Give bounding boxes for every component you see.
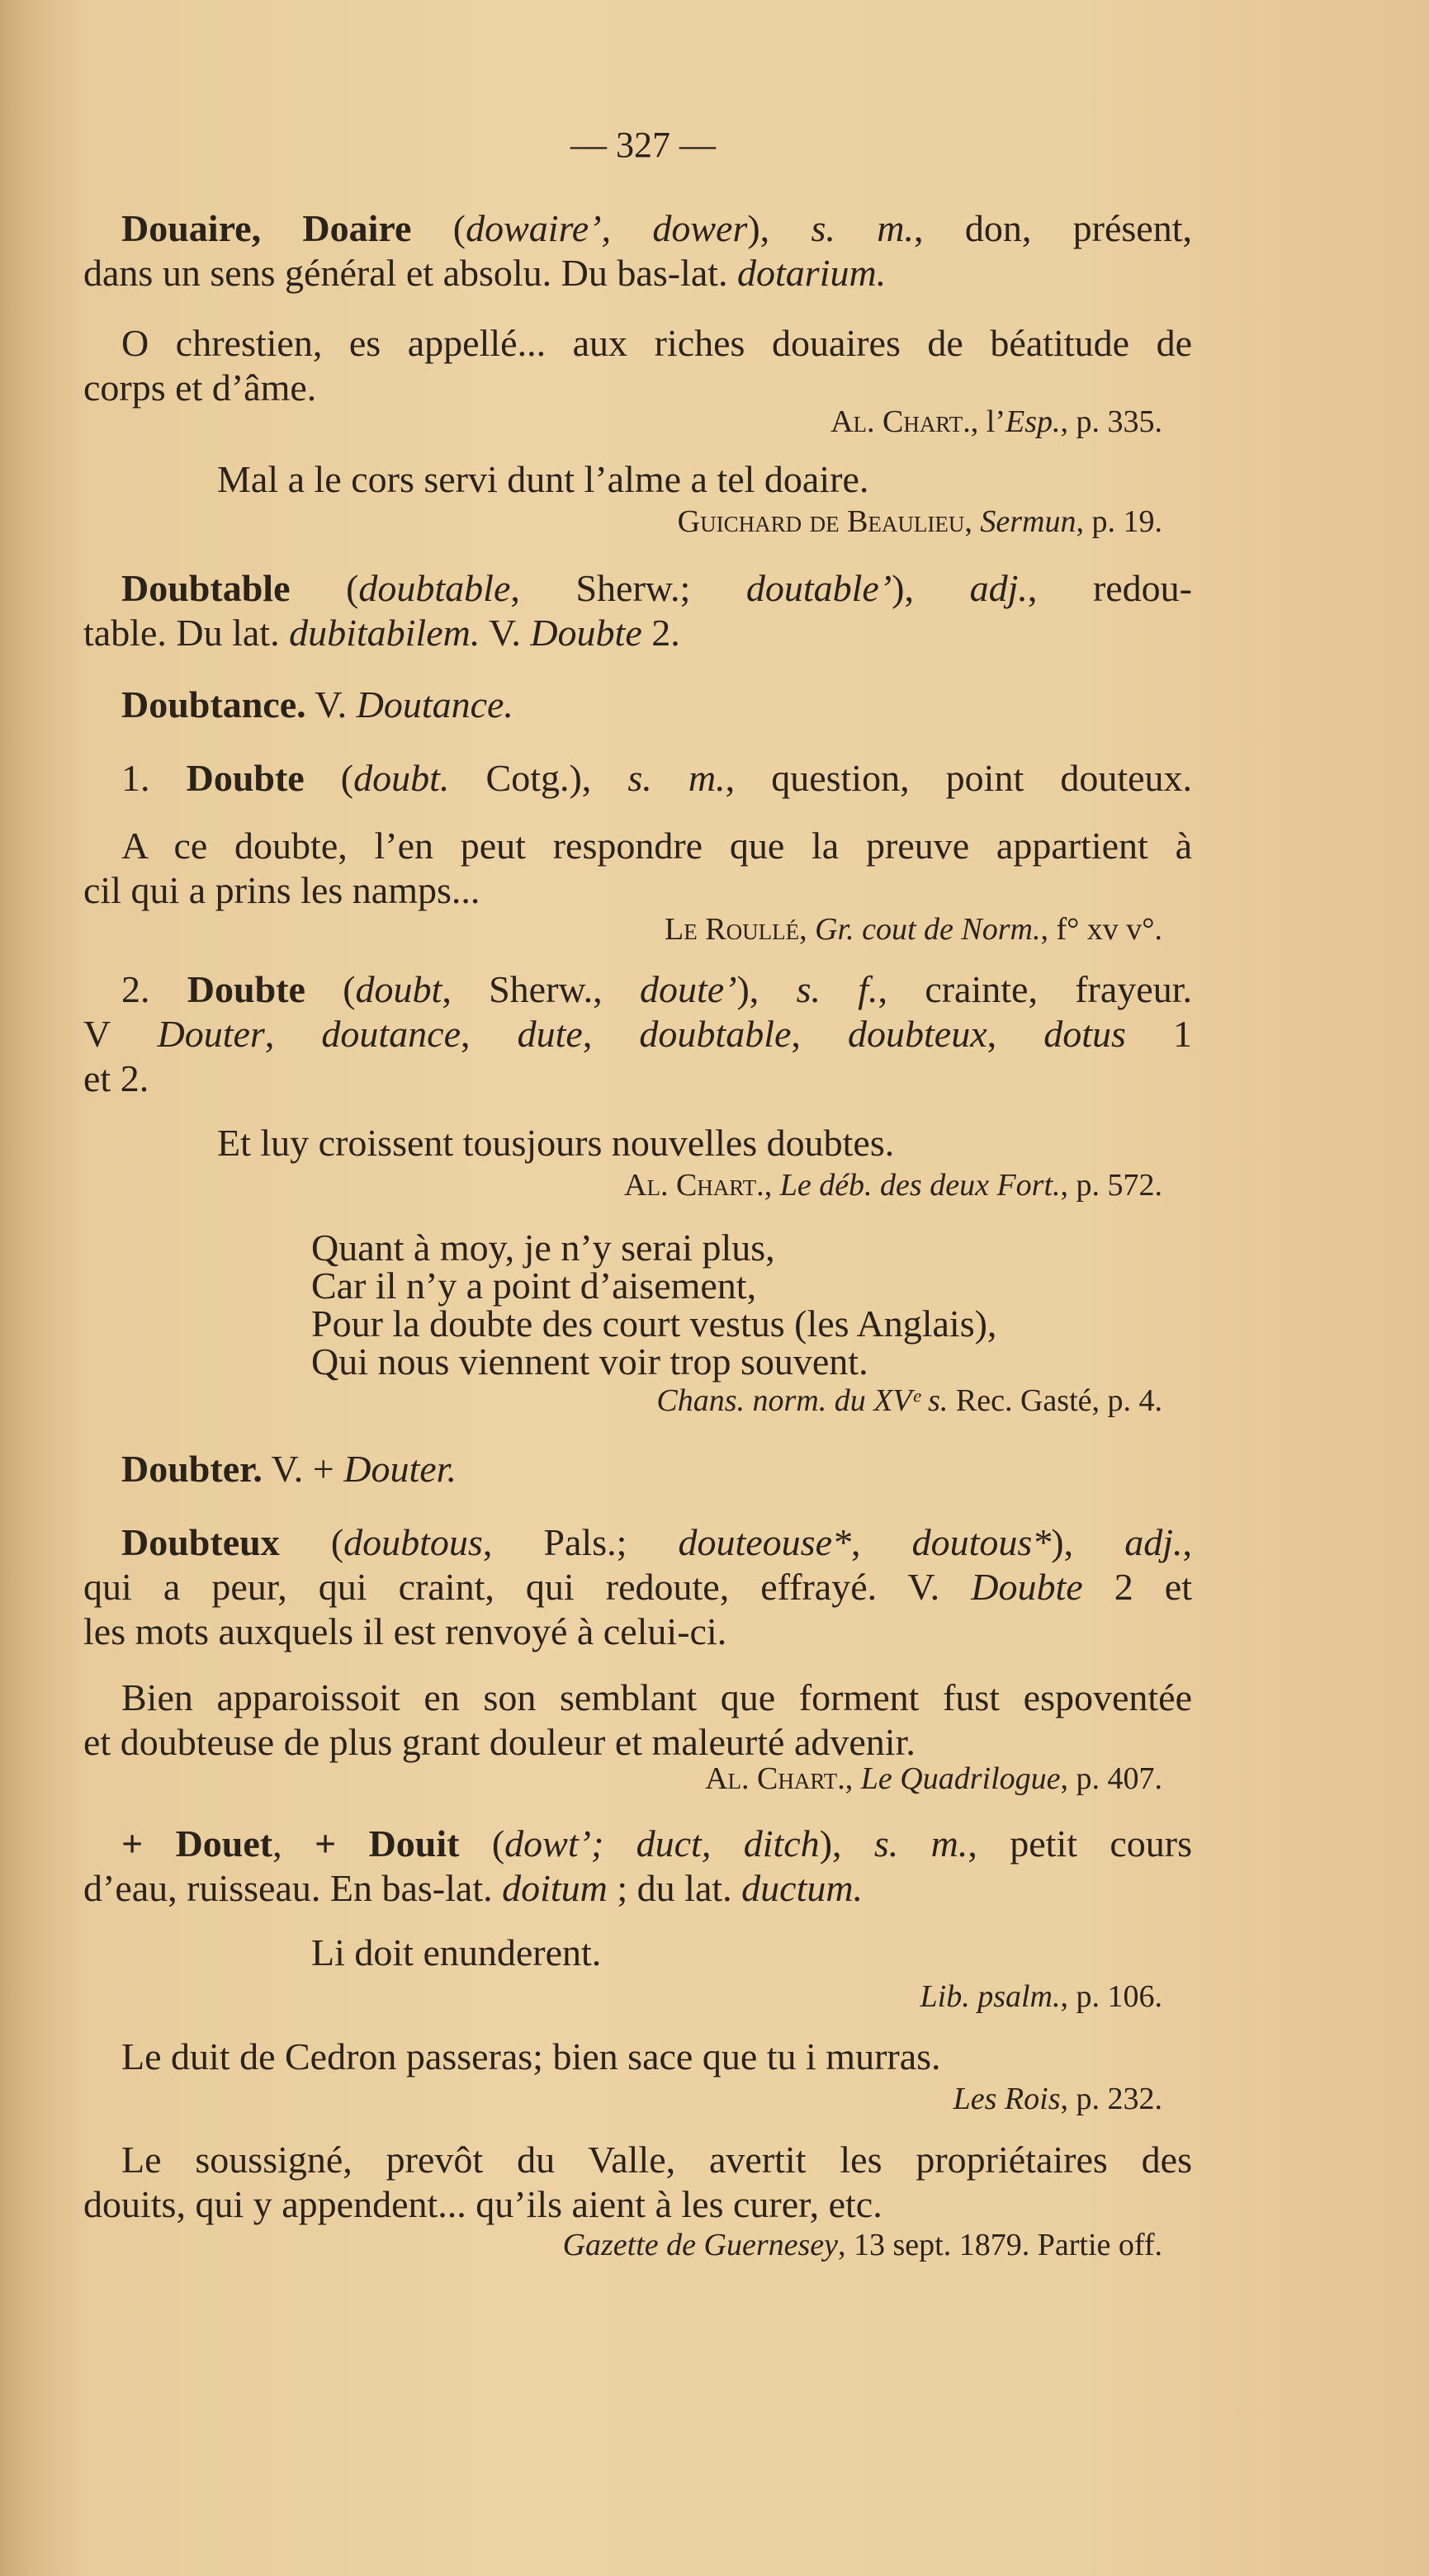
italic-text: Douter. [343,1448,457,1490]
text-segment: , [272,1822,315,1865]
text-line [83,827,1192,872]
italic-text: dute [517,1013,583,1055]
text-line [311,1264,1137,1307]
text-segment: ( [305,968,356,1010]
text-segment: et 2. [83,1057,149,1099]
text-segment: d’eau, ruisseau. En bas-lat. [83,1867,503,1909]
text-segment: qui a peur, qui craint, qui redoute, effrayé. V. [83,1566,972,1608]
text-segment: , p. 335. [1060,404,1162,439]
page-number: — 327 — [570,125,716,165]
text-line [83,1378,1162,1423]
text-segment: V [83,1013,158,1055]
text-segment: Car il n’y a point d’aisement, [311,1264,757,1307]
italic-text: adj. [1124,1521,1183,1563]
text-segment: , [582,1013,640,1055]
text-line [83,2223,1162,2267]
italic-text: doutable’ [745,567,892,609]
entry-douaire [83,206,1192,295]
text-segment: Le soussigné, prevôt du Valle, avertit les propriétaires des [121,2139,1192,2181]
italic-text: Le déb. des deux Fort. [779,1168,1061,1203]
text-segment: ), [736,968,797,1010]
author-name: Al. Chart. [830,404,971,439]
author-name: Al. Chart. [705,1761,845,1796]
italic-text: doubt [355,968,442,1010]
italic-text: ductum. [741,1867,864,1909]
text-segment: , p. 572. [1060,1168,1162,1203]
text-line [83,1447,1192,1491]
citation [83,1163,1192,1208]
entry-doubtance [83,683,1192,727]
text-line [83,611,1192,655]
text-segment: , p. 19. [1076,504,1162,539]
text-segment: , [851,1521,912,1563]
italic-text: Lib. psalm. [920,1979,1061,2014]
entry-doubteux [83,1520,1192,1654]
text-segment: 2. [121,968,187,1010]
text-line [311,1340,1137,1383]
text-line [83,967,1192,1012]
text-line [217,457,1125,502]
text-segment: Pour la doubte des court vestus (les Anglais), [311,1302,997,1345]
headword: Doubte [187,968,305,1010]
italic-text: Les Rois [953,2082,1061,2116]
text-line [83,2182,1192,2227]
text-segment: les mots auxquels il est renvoyé à celui-ci. [83,1610,727,1652]
text-segment: Qui nous viennent voir trop souvent. [311,1340,868,1383]
entry-doubter [83,1447,1192,1491]
text-line [311,1302,1137,1345]
italic-text: dowaire’, dower [466,207,748,249]
italic-text: dowt’; duct, ditch [504,1822,820,1865]
text-segment: A ce doubte, l’en peut respondre que la preuve appartient à [121,825,1192,867]
text-segment: , question, point douteux. [725,757,1193,799]
text-segment: , [764,1168,780,1203]
text-segment: , l’ [970,404,1006,439]
text-segment: douits, qui y appendent... qu’ils aient à les curer, etc. [83,2183,882,2225]
text-segment: O chrestien, es appellé... aux riches douaires de béatitude de [121,322,1192,364]
italic-text: dotus [1043,1013,1126,1055]
italic-text: doute’ [639,968,737,1010]
text-segment: ( [459,1822,505,1865]
italic-text: doubtable [639,1013,792,1055]
text-segment: table. Du lat. [83,612,290,654]
italic-text: Le Quadrilogue [860,1761,1061,1796]
italic-text: Sermun [980,504,1076,539]
text-segment: Bien apparoissoit en son semblant que forment fust espoventée [121,1676,1192,1718]
text-segment: V. [480,612,531,654]
author-name: Al. Chart. [624,1168,764,1203]
citation [83,1756,1192,1801]
verse-quote [217,1121,1125,1165]
text-line [83,1609,1192,1654]
citation [83,399,1192,444]
text-line [83,2138,1192,2182]
headword: + Douit [315,1822,460,1865]
text-line [83,1565,1192,1609]
text-line [311,1931,1137,1973]
quote-chrestien [83,321,1192,410]
italic-text: s. m. [811,207,914,249]
headword: Douaire, Doaire [121,207,412,249]
italic-text: doutance [321,1013,461,1055]
italic-text: douteouse* [678,1521,851,1563]
text-segment: V. [305,683,357,726]
italic-text: Douter [157,1013,265,1055]
text-line [83,1866,1192,1911]
text-line [83,1756,1162,1801]
text-segment: , crainte, frayeur. [878,968,1192,1010]
italic-text: Doubte [530,612,642,654]
italic-text: Gazette de Guernesey [562,2228,839,2262]
text-line [83,399,1162,444]
text-segment: ), [747,207,812,249]
quote-le-duit [83,2035,1192,2079]
text-segment: Le duit de Cedron passeras; bien sace que tu i murras. [121,2035,941,2077]
text-segment: 1 [1125,1013,1192,1055]
text-segment: corps et d’âme. [83,366,317,409]
text-line [83,1163,1162,1208]
headword: Doubtable [121,567,291,609]
text-segment: ( [279,1521,344,1563]
italic-text: doitum [502,1867,608,1909]
text-segment: ), [819,1822,874,1865]
italic-text: doutous* [911,1521,1052,1563]
text-segment: , [1182,1521,1192,1563]
italic-text: adj. [969,567,1028,609]
text-segment: , 13 sept. 1879. Partie off. [838,2228,1162,2262]
text-line [217,1121,1125,1165]
text-segment: ), [1051,1521,1125,1563]
italic-text: s. m. [873,1822,968,1865]
verse-quote [311,1931,1137,1973]
text-segment: , [845,1761,861,1796]
headword: Doubte [186,757,305,799]
italic-text: doubt. [353,757,450,799]
entry-doubte-1 [83,756,1192,801]
entry-doubte-2 [83,967,1192,1101]
text-segment: , [264,1013,322,1055]
quote-ace-doubte [83,827,1192,916]
text-segment: , f° xv v°. [1040,912,1162,947]
text-segment: , [461,1013,518,1055]
text-segment: Et luy croissent tousjours nouvelles doubtes. [217,1122,895,1164]
text-line [83,1676,1192,1723]
verse-quote [217,457,1125,502]
text-segment: Mal a le cors servi dunt l’alme a tel doaire. [217,458,869,500]
text-segment: , Pals.; [482,1521,679,1563]
entry-douet [83,1822,1192,1911]
headword: + Douet [121,1822,273,1865]
citation [83,499,1192,544]
text-line [83,1012,1192,1056]
text-segment: , petit cours [968,1822,1193,1865]
italic-text: Doubte [971,1566,1083,1608]
text-segment: dans un sens général et absolu. Du bas-lat. [83,252,738,294]
text-line [83,1974,1162,2019]
text-line [83,1822,1192,1866]
text-segment: Rec. Gasté, p. 4. [948,1383,1162,1418]
headword: Doubteux [121,1521,280,1563]
text-segment: ; du lat. [607,1867,742,1909]
text-segment: 2 et [1082,1566,1192,1608]
text-line [83,206,1192,251]
text-segment: ( [411,207,466,249]
citation [83,2077,1192,2121]
italic-text: dotarium. [737,252,887,294]
text-segment: et doubteuse de plus grant douleur et maleurté advenir. [83,1721,916,1763]
text-segment: , don, présent, [913,207,1192,249]
text-segment: ( [304,757,354,799]
italic-text: dubitabilem. [289,612,480,654]
text-segment: V. + [262,1448,344,1490]
text-segment: Cotg.), [449,757,628,799]
headword: Doubter. [121,1448,263,1490]
quote-bien [83,1676,1192,1768]
text-segment: , p. 106. [1060,1979,1162,2014]
text-line [83,321,1192,366]
text-line [83,251,1192,295]
text-segment: ( [290,567,359,609]
text-line [83,1520,1192,1565]
text-line [83,907,1162,952]
text-line [83,2077,1162,2121]
text-segment: Li doit enunderent. [311,1931,602,1973]
citation [83,1974,1192,2019]
text-segment: ), [892,567,970,609]
italic-text: s. f. [796,968,878,1010]
italic-text: s. m. [627,757,726,799]
author-name: Guichard de Beaulieu [677,504,965,539]
text-line [83,683,1192,727]
entry-doubtable [83,566,1192,655]
text-segment: Quant à moy, je n’y serai plus, [311,1227,775,1269]
italic-text: doubtable [358,567,511,609]
verse-quote [311,1229,1137,1381]
text-line [83,756,1192,801]
text-segment: cil qui a prins les namps... [83,869,480,911]
citation [83,1378,1192,1423]
citation [83,907,1192,952]
citation [83,2223,1192,2267]
text-line [83,499,1162,544]
text-segment: , Sherw.; [510,567,746,609]
italic-text: Doutance. [356,683,513,726]
headword: Doubtance. [121,683,306,726]
text-segment: 2. [641,612,680,654]
italic-text: doubtous [343,1521,483,1563]
italic-text: Chans. norm. du XVᵉ s. [656,1383,949,1418]
text-segment: , Sherw., [442,968,640,1010]
text-segment: , redou- [1027,567,1192,609]
text-line [83,1056,1192,1101]
italic-text: Gr. cout de Norm. [815,912,1041,947]
text-segment: 1. [121,757,187,799]
text-line [83,2035,1192,2079]
author-name: Le Roullé [665,912,800,947]
text-segment: , [964,504,981,539]
italic-text: Esp. [1006,404,1061,439]
text-segment: , [791,1013,848,1055]
text-segment: , p. 407. [1060,1761,1162,1796]
text-segment: , p. 232. [1060,2082,1162,2116]
italic-text: doubteux [848,1013,987,1055]
text-line [311,1229,1137,1267]
text-segment: , [799,912,816,947]
text-segment: , [987,1013,1044,1055]
text-line [83,566,1192,611]
quote-soussigne [83,2138,1192,2227]
